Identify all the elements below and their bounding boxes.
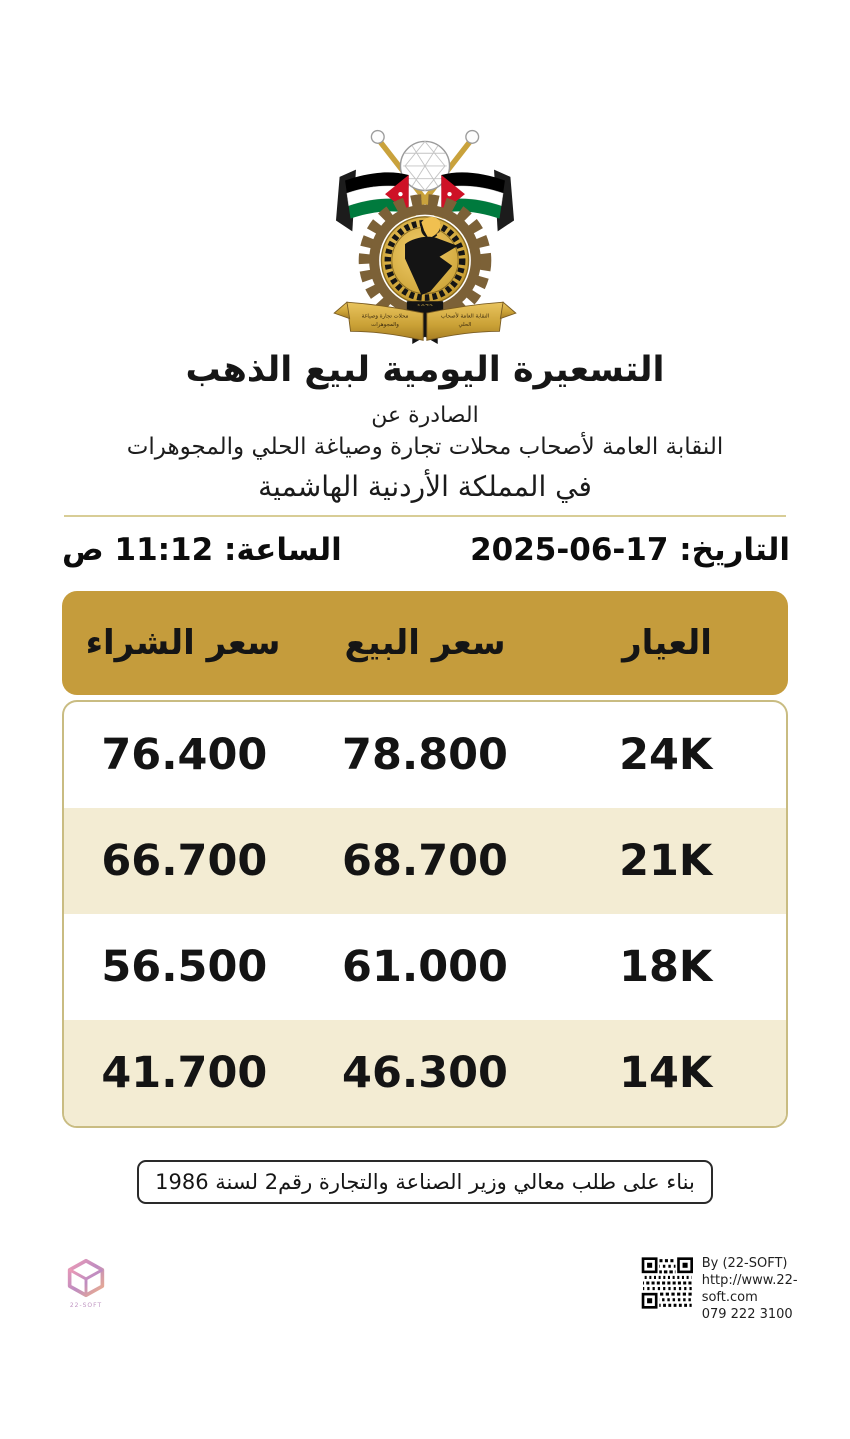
karat-value: 21K [619, 836, 713, 886]
table-row-21k [64, 808, 786, 914]
sell-price: 78.800 [342, 730, 508, 780]
sell-price: 68.700 [342, 836, 508, 886]
ribbon-left-text-1: محلات تجارة وصياغة [361, 313, 409, 320]
sell-price: 46.300 [342, 1048, 508, 1098]
date-pair [470, 532, 790, 568]
karat-value: 14K [619, 1048, 713, 1098]
karat-value: 18K [619, 942, 713, 992]
buy-price: 66.700 [101, 836, 268, 886]
column-header-karat: العيار [622, 623, 712, 663]
ribbon-left-text-2: والمجوهرات [371, 321, 399, 328]
credit-url: http://www.22-soft.com [701, 1272, 798, 1305]
banner-ribbons [334, 302, 516, 344]
emblem-icon [325, 126, 525, 344]
buy-price: 41.700 [101, 1048, 268, 1098]
page-title: التسعيرة اليومية لبيع الذهب [185, 350, 665, 390]
syndicate-emblem-logo [325, 126, 525, 344]
cube-logo-icon [64, 1258, 108, 1298]
organization-line: النقابة العامة لأصحاب محلات تجارة وصياغة الحلي والمجوهرات [126, 434, 724, 460]
credit-by: By (22-SOFT) [701, 1256, 788, 1271]
gold-price-table [62, 591, 788, 1128]
footnote-wrap [0, 1160, 850, 1204]
table-header [62, 591, 788, 695]
column-header-sell: سعر البيع [344, 623, 506, 663]
watermark-label: 22-SOFT [69, 1302, 103, 1309]
table-row-18k [64, 914, 786, 1020]
buy-price: 56.500 [101, 942, 268, 992]
country-line: في المملكة الأردنية الهاشمية [258, 470, 592, 503]
date-value: 17-06-2025 [470, 532, 669, 568]
credit-lines [702, 1256, 850, 1324]
time-value: 11:12 ص [62, 532, 214, 568]
qr-code-icon [641, 1256, 694, 1310]
table-body [62, 700, 788, 1128]
ribbon-right-text-1: النقابة العامة لأصحاب [440, 313, 490, 320]
ribbon-right-text-2: الحلي [458, 321, 472, 328]
ministerial-note: بناء على طلب معالي وزير الصناعة والتجارة رقم2 لسنة 1986 [137, 1160, 713, 1204]
karat-value: 24K [619, 730, 713, 780]
credit-phone: 079 222 3100 [701, 1306, 793, 1322]
divider [64, 515, 786, 517]
sell-price: 61.000 [342, 942, 508, 992]
credit-block [641, 1256, 850, 1324]
software-watermark [56, 1258, 116, 1309]
footer [0, 1252, 850, 1342]
time-label: الساعة: [223, 532, 342, 568]
date-time-row [62, 532, 790, 568]
table-row-14k [64, 1020, 786, 1126]
table-row-24k [64, 702, 786, 808]
buy-price: 76.400 [101, 730, 268, 780]
date-label: التاريخ: [679, 532, 790, 568]
time-pair [62, 532, 342, 568]
issued-by-line: الصادرة عن [371, 403, 479, 428]
column-header-buy: سعر الشراء [85, 623, 281, 663]
